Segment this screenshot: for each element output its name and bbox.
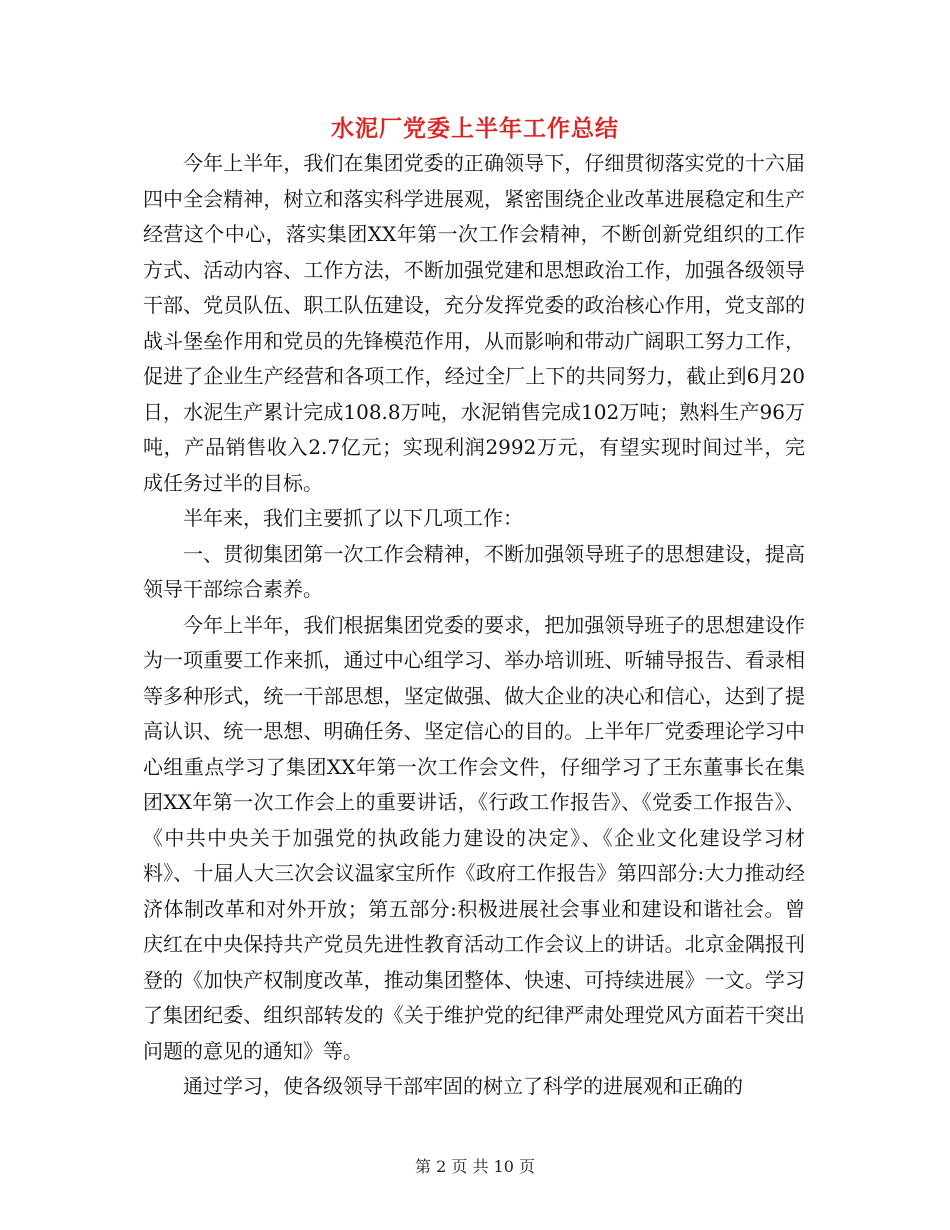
paragraph-continuation: 通过学习，使各级领导干部牢固的树立了科学的进展观和正确的 bbox=[183, 1074, 743, 1098]
paragraph-intro: 今年上半年，我们在集团党委的正确领导下，仔细贯彻落实党的十六届四中全会精神，树立和落实科学进展观，紧密围绕企业改革进展稳定和生产经营这个中心，落实集团XX年第一次工作会精神，不断创新党组织的工作方式、活动内容、工作方法，不断加强党建和思想政治工作，加强各级领导干部、党员队伍、职工队伍建设，充分发挥党委的政治核心作用，党支部的战斗堡垒作用和党员的先锋模范作用，从而影响和带动广阔职工努力工作，促进了企业生产经营和各项工作，经过全厂上下的共同努力，截止到6月20日，水泥生产累计完成108.8万吨，水泥销售完成102万吨；熟料生产96万吨，产品销售收入2.7亿元；实现利润2992万元，有望实现时间过半，完成任务过半的目标。 bbox=[143, 151, 805, 495]
paragraph-section-heading-1: 一、贯彻集团第一次工作会精神，不断加强领导班子的思想建设，提高领导干部综合素养。 bbox=[143, 541, 805, 601]
page-number-footer: 第 2 页 共 10 页 bbox=[415, 1157, 535, 1176]
paragraph-summary-lead: 半年来，我们主要抓了以下几项工作： bbox=[183, 506, 523, 530]
paragraph-section-1-body: 今年上半年，我们根据集团党委的要求，把加强领导班子的思想建设作为一项重要工作来抓，通过中心组学习、举办培训班、听辅导报告、看录相等多种形式，统一干部思想，坚定做强、做大企业的决心和信心，达到了提高认识、统一思想、明确任务、坚定信心的目的。上半年厂党委理论学习中心组重点学习了集团XX年第一次工作会文件，仔细学习了王东董事长在集团XX年第一次工作会上的重要讲话，《行政工作报告》、《党委工作报告》、《中共中央关于加强党的执政能力建设的决定》、《企业文化建设学习材料》、十届人大三次会议温家宝所作《政府工作报告》第四部分:大力推动经济体制改革和对外开放；第五部分:积极进展社会事业和建设和谐社会。曾庆红在中央保持共产党员先进性教育活动工作会议上的讲话。北京金隅报刊登的《加快产权制度改革，推动集团整体、快速、可持续进展》一文。学习了集团纪委、组织部转发的《关于维护党的纪律严肃处理党风方面若干突出问题的意见的通知》等。 bbox=[143, 612, 805, 1063]
document-title: 水泥厂党委上半年工作总结 bbox=[331, 115, 619, 142]
document-body bbox=[143, 146, 805, 1105]
